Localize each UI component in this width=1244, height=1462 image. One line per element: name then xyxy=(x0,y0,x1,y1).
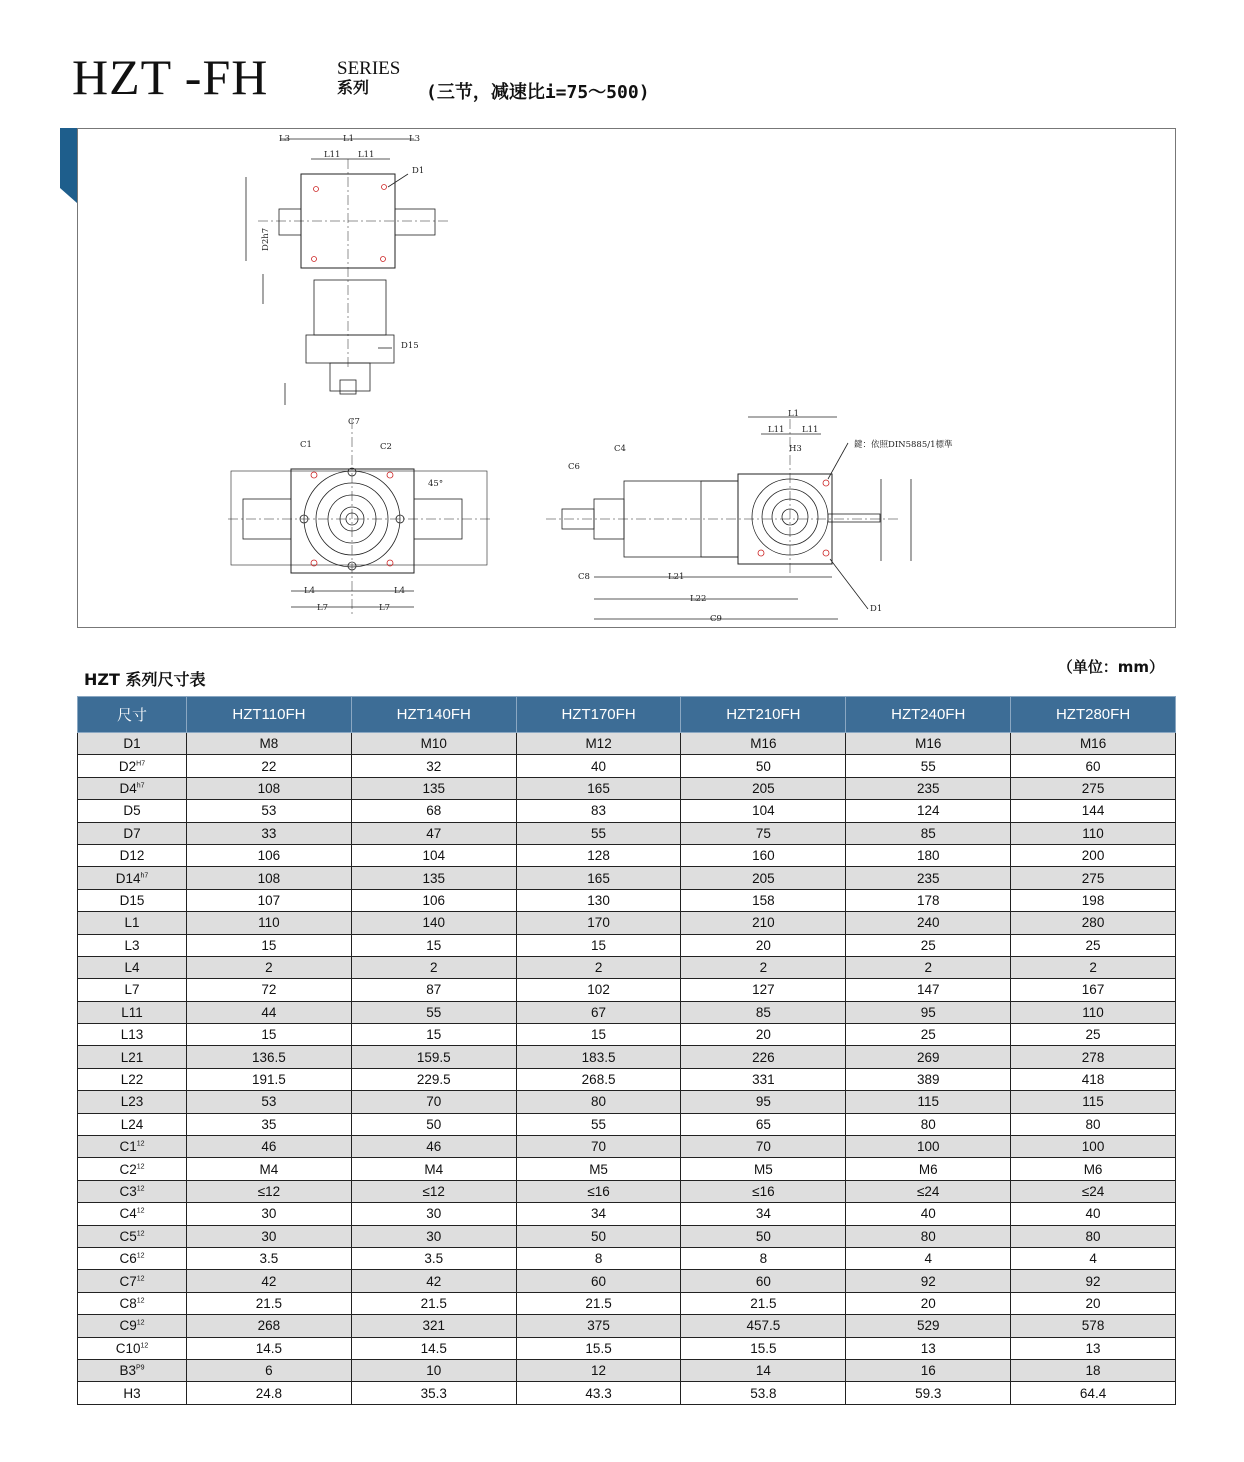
table-header-row xyxy=(78,697,1176,733)
row-label: $B3^{P9}$ xyxy=(78,1359,187,1381)
label-L1: L1 xyxy=(343,134,355,144)
table-cell: 170 xyxy=(516,912,681,934)
table-cell: 15 xyxy=(187,1024,352,1046)
table-cell: 198 xyxy=(1011,889,1176,911)
page-title: HZT -FH xyxy=(72,49,269,105)
label-D1-side: D1 xyxy=(870,604,883,614)
table-cell: 127 xyxy=(681,979,846,1001)
table-cell: 34 xyxy=(516,1203,681,1225)
table-row xyxy=(78,1068,1176,1090)
unit-label: （单位：mm） xyxy=(1057,658,1164,676)
label-C6: C6 xyxy=(568,462,580,472)
header-cell: HZT110FH xyxy=(187,697,352,733)
table-row xyxy=(78,1024,1176,1046)
table-cell: 30 xyxy=(187,1203,352,1225)
table-cell: 59.3 xyxy=(846,1382,1011,1404)
table-row xyxy=(78,777,1176,799)
label-C9: C9 xyxy=(710,614,722,624)
table-cell: 55 xyxy=(351,1001,516,1023)
row-label: L7 xyxy=(78,979,187,1001)
table-cell: 80 xyxy=(846,1225,1011,1247)
table-cell: M12 xyxy=(516,733,681,755)
table-cell: 130 xyxy=(516,889,681,911)
table-cell: M5 xyxy=(681,1158,846,1180)
row-label: L11 xyxy=(78,1001,187,1023)
table-cell: 13 xyxy=(846,1337,1011,1359)
table-cell: 72 xyxy=(187,979,352,1001)
label-key-note: 鍵：依照DIN5885/1標準 xyxy=(854,440,953,450)
table-row xyxy=(78,1247,1176,1269)
label-L7-right: L7 xyxy=(379,603,391,613)
table-cell: 60 xyxy=(1011,755,1176,777)
row-label: L1 xyxy=(78,912,187,934)
label-L4: L4 xyxy=(304,586,316,596)
table-cell: ≤12 xyxy=(187,1180,352,1202)
series-label-en: SERIES xyxy=(337,58,401,79)
table-row xyxy=(78,800,1176,822)
table-cell: 25 xyxy=(1011,934,1176,956)
label-L11: L11 xyxy=(324,150,341,160)
row-label: $C5^{12}$ xyxy=(78,1225,187,1247)
table-cell: 2 xyxy=(187,956,352,978)
table-cell: 107 xyxy=(187,889,352,911)
table-row xyxy=(78,733,1176,755)
table-cell: 268.5 xyxy=(516,1068,681,1090)
table-cell: 375 xyxy=(516,1315,681,1337)
table-cell: 205 xyxy=(681,777,846,799)
table-cell: 13 xyxy=(1011,1337,1176,1359)
label-L22: L22 xyxy=(690,594,707,604)
label-angle: 45° xyxy=(428,479,444,489)
table-row xyxy=(78,1158,1176,1180)
table-cell: 191.5 xyxy=(187,1068,352,1090)
table-cell: 30 xyxy=(351,1203,516,1225)
row-label: D12 xyxy=(78,844,187,866)
table-cell: 104 xyxy=(681,800,846,822)
table-cell: M4 xyxy=(187,1158,352,1180)
table-cell: M16 xyxy=(681,733,846,755)
table-row xyxy=(78,755,1176,777)
table-row xyxy=(78,844,1176,866)
table-cell: 418 xyxy=(1011,1068,1176,1090)
table-cell: 25 xyxy=(846,1024,1011,1046)
row-label: D15 xyxy=(78,889,187,911)
table-cell: 53.8 xyxy=(681,1382,846,1404)
table-cell: 50 xyxy=(681,755,846,777)
table-cell: 331 xyxy=(681,1068,846,1090)
table-cell: 180 xyxy=(846,844,1011,866)
table-row xyxy=(78,934,1176,956)
table-cell: 47 xyxy=(351,822,516,844)
table-cell: 235 xyxy=(846,777,1011,799)
table-cell: 8 xyxy=(516,1247,681,1269)
row-label: $C6^{12}$ xyxy=(78,1247,187,1269)
table-cell: 21.5 xyxy=(681,1292,846,1314)
table-row xyxy=(78,979,1176,1001)
header-cell: 尺寸 xyxy=(78,697,187,733)
top-view xyxy=(246,139,448,405)
table-row xyxy=(78,1382,1176,1404)
table-cell: 457.5 xyxy=(681,1315,846,1337)
table-cell: 529 xyxy=(846,1315,1011,1337)
table-cell: 44 xyxy=(187,1001,352,1023)
table-cell: 10 xyxy=(351,1359,516,1381)
table-cell: 75 xyxy=(681,822,846,844)
row-label: L22 xyxy=(78,1068,187,1090)
table-cell: 50 xyxy=(351,1113,516,1135)
table-cell: 15 xyxy=(516,1024,681,1046)
table-cell: M16 xyxy=(1011,733,1176,755)
table-cell: 275 xyxy=(1011,777,1176,799)
table-cell: 83 xyxy=(516,800,681,822)
table-cell: 70 xyxy=(516,1136,681,1158)
table-cell: 578 xyxy=(1011,1315,1176,1337)
row-label: L4 xyxy=(78,956,187,978)
label-C2: C2 xyxy=(380,442,392,452)
table-cell: 14 xyxy=(681,1359,846,1381)
top-view-labels xyxy=(261,134,424,351)
table-cell: 275 xyxy=(1011,867,1176,889)
row-label: $C9^{12}$ xyxy=(78,1315,187,1337)
table-cell: 21.5 xyxy=(351,1292,516,1314)
label-H3: H3 xyxy=(789,444,802,454)
table-row xyxy=(78,1225,1176,1247)
table-cell: 67 xyxy=(516,1001,681,1023)
table-cell: 33 xyxy=(187,822,352,844)
table-cell: M6 xyxy=(846,1158,1011,1180)
label-L21: L21 xyxy=(668,572,685,582)
table-cell: 95 xyxy=(681,1091,846,1113)
table-cell: 200 xyxy=(1011,844,1176,866)
label-L11-right: L11 xyxy=(358,150,375,160)
table-cell: 147 xyxy=(846,979,1011,1001)
table-cell: 43.3 xyxy=(516,1382,681,1404)
table-cell: 3.5 xyxy=(187,1247,352,1269)
table-cell: 20 xyxy=(1011,1292,1176,1314)
table-cell: 20 xyxy=(681,934,846,956)
table-cell: 20 xyxy=(681,1024,846,1046)
row-label: $C10^{12}$ xyxy=(78,1337,187,1359)
table-cell: 104 xyxy=(351,844,516,866)
table-cell: 115 xyxy=(1011,1091,1176,1113)
table-cell: 165 xyxy=(516,777,681,799)
header-cell: HZT240FH xyxy=(846,697,1011,733)
table-row xyxy=(78,1203,1176,1225)
table-cell: M16 xyxy=(846,733,1011,755)
table-cell: 85 xyxy=(681,1001,846,1023)
table-cell: 135 xyxy=(351,867,516,889)
table-cell: 46 xyxy=(187,1136,352,1158)
table-cell: 80 xyxy=(1011,1225,1176,1247)
table-cell: 65 xyxy=(681,1113,846,1135)
table-row xyxy=(78,956,1176,978)
table-cell: 53 xyxy=(187,800,352,822)
table-cell: ≤12 xyxy=(351,1180,516,1202)
table-cell: 92 xyxy=(846,1270,1011,1292)
table-cell: M8 xyxy=(187,733,352,755)
table-cell: 16 xyxy=(846,1359,1011,1381)
row-label: $C3^{12}$ xyxy=(78,1180,187,1202)
label-D2: D2h7 xyxy=(261,227,271,251)
row-label: D5 xyxy=(78,800,187,822)
table-cell: 165 xyxy=(516,867,681,889)
table-row xyxy=(78,1292,1176,1314)
table-cell: 106 xyxy=(351,889,516,911)
table-cell: 64.4 xyxy=(1011,1382,1176,1404)
table-cell: 40 xyxy=(1011,1203,1176,1225)
table-cell: 280 xyxy=(1011,912,1176,934)
table-cell: 25 xyxy=(846,934,1011,956)
label-L4-right: L4 xyxy=(394,586,406,596)
label-D1: D1 xyxy=(412,166,425,176)
table-cell: 229.5 xyxy=(351,1068,516,1090)
table-cell: 128 xyxy=(516,844,681,866)
table-cell: 32 xyxy=(351,755,516,777)
table-cell: 3.5 xyxy=(351,1247,516,1269)
table-row xyxy=(78,1001,1176,1023)
table-cell: 15.5 xyxy=(681,1337,846,1359)
front-view-labels xyxy=(300,417,443,613)
table-cell: 95 xyxy=(846,1001,1011,1023)
table-cell: 35.3 xyxy=(351,1382,516,1404)
row-label: $C2^{12}$ xyxy=(78,1158,187,1180)
row-label: H3 xyxy=(78,1382,187,1404)
table-cell: 178 xyxy=(846,889,1011,911)
table-cell: 21.5 xyxy=(516,1292,681,1314)
table-row xyxy=(78,867,1176,889)
row-label: D1 xyxy=(78,733,187,755)
table-cell: 167 xyxy=(1011,979,1176,1001)
table-cell: 53 xyxy=(187,1091,352,1113)
table-cell: ≤16 xyxy=(516,1180,681,1202)
table-cell: 15 xyxy=(516,934,681,956)
table-cell: 80 xyxy=(846,1113,1011,1135)
table-cell: 2 xyxy=(846,956,1011,978)
row-label: $D4^{h7}$ xyxy=(78,777,187,799)
table-row xyxy=(78,1113,1176,1135)
table-cell: 42 xyxy=(187,1270,352,1292)
table-cell: 12 xyxy=(516,1359,681,1381)
table-cell: 321 xyxy=(351,1315,516,1337)
header-cell: HZT280FH xyxy=(1011,697,1176,733)
table-cell: 24.8 xyxy=(187,1382,352,1404)
table-cell: 160 xyxy=(681,844,846,866)
table-cell: 110 xyxy=(1011,822,1176,844)
table-cell: 140 xyxy=(351,912,516,934)
row-label: L13 xyxy=(78,1024,187,1046)
ratio-subtitle: (三节，减速比i=75～500) xyxy=(426,82,650,103)
table-cell: 15 xyxy=(351,1024,516,1046)
label-D15: D15 xyxy=(401,341,419,351)
table-row xyxy=(78,822,1176,844)
table-cell: 42 xyxy=(351,1270,516,1292)
table-row xyxy=(78,1270,1176,1292)
row-label: $D14^{h7}$ xyxy=(78,867,187,889)
table-cell: 6 xyxy=(187,1359,352,1381)
label-C7: C7 xyxy=(348,417,360,427)
series-label-cn: 系列 xyxy=(337,78,370,97)
table-cell: 110 xyxy=(187,912,352,934)
table-cell: 8 xyxy=(681,1247,846,1269)
table-cell: 34 xyxy=(681,1203,846,1225)
table-cell: 205 xyxy=(681,867,846,889)
table-cell: 70 xyxy=(681,1136,846,1158)
row-label: D7 xyxy=(78,822,187,844)
label-C4: C4 xyxy=(614,444,626,454)
table-cell: 18 xyxy=(1011,1359,1176,1381)
table-cell: 269 xyxy=(846,1046,1011,1068)
table-cell: 159.5 xyxy=(351,1046,516,1068)
table-cell: M5 xyxy=(516,1158,681,1180)
table-cell: 20 xyxy=(846,1292,1011,1314)
row-label: L3 xyxy=(78,934,187,956)
table-cell: 87 xyxy=(351,979,516,1001)
table-cell: 25 xyxy=(1011,1024,1176,1046)
table-cell: M4 xyxy=(351,1158,516,1180)
technical-drawing xyxy=(78,129,1175,627)
table-cell: 106 xyxy=(187,844,352,866)
table-cell: 14.5 xyxy=(351,1337,516,1359)
label-L1-side: L1 xyxy=(788,409,800,419)
table-cell: 50 xyxy=(516,1225,681,1247)
table-cell: 50 xyxy=(681,1225,846,1247)
table-cell: 55 xyxy=(516,1113,681,1135)
row-label: $D2^{H7}$ xyxy=(78,755,187,777)
table-cell: 22 xyxy=(187,755,352,777)
dimension-table xyxy=(77,696,1176,1405)
table-cell: 2 xyxy=(1011,956,1176,978)
front-view xyxy=(228,419,490,614)
table-cell: 210 xyxy=(681,912,846,934)
table-cell: 115 xyxy=(846,1091,1011,1113)
table-cell: 2 xyxy=(681,956,846,978)
table-cell: 124 xyxy=(846,800,1011,822)
table-cell: 2 xyxy=(351,956,516,978)
section-tab-marker xyxy=(60,128,77,203)
table-cell: 100 xyxy=(846,1136,1011,1158)
table-cell: 158 xyxy=(681,889,846,911)
table-cell: 136.5 xyxy=(187,1046,352,1068)
table-cell: 15 xyxy=(187,934,352,956)
table-title: HZT 系列尺寸表 xyxy=(84,670,206,689)
header-cell: HZT170FH xyxy=(516,697,681,733)
row-label: $C8^{12}$ xyxy=(78,1292,187,1314)
table-cell: 80 xyxy=(516,1091,681,1113)
label-L11-side-right: L11 xyxy=(802,425,819,435)
table-cell: 46 xyxy=(351,1136,516,1158)
table-cell: 268 xyxy=(187,1315,352,1337)
table-cell: ≤24 xyxy=(1011,1180,1176,1202)
header-cell: HZT140FH xyxy=(351,697,516,733)
table-cell: 102 xyxy=(516,979,681,1001)
table-row xyxy=(78,1180,1176,1202)
row-label: L23 xyxy=(78,1091,187,1113)
row-label: $C1^{12}$ xyxy=(78,1136,187,1158)
row-label: L21 xyxy=(78,1046,187,1068)
table-cell: 40 xyxy=(846,1203,1011,1225)
table-row xyxy=(78,1046,1176,1068)
table-row xyxy=(78,1136,1176,1158)
side-view-labels xyxy=(568,409,953,624)
table-cell: 15 xyxy=(351,934,516,956)
table-cell: ≤24 xyxy=(846,1180,1011,1202)
table-row xyxy=(78,1315,1176,1337)
table-cell: 226 xyxy=(681,1046,846,1068)
table-cell: 60 xyxy=(681,1270,846,1292)
row-label: $C4^{12}$ xyxy=(78,1203,187,1225)
table-cell: 110 xyxy=(1011,1001,1176,1023)
table-cell: 389 xyxy=(846,1068,1011,1090)
table-cell: 240 xyxy=(846,912,1011,934)
table-cell: 40 xyxy=(516,755,681,777)
table-cell: 92 xyxy=(1011,1270,1176,1292)
table-row xyxy=(78,1337,1176,1359)
table-cell: 144 xyxy=(1011,800,1176,822)
header-cell: HZT210FH xyxy=(681,697,846,733)
row-label: L24 xyxy=(78,1113,187,1135)
table-cell: M10 xyxy=(351,733,516,755)
label-L7: L7 xyxy=(317,603,329,613)
table-cell: 60 xyxy=(516,1270,681,1292)
label-L11-side: L11 xyxy=(768,425,785,435)
table-cell: 235 xyxy=(846,867,1011,889)
table-cell: 15.5 xyxy=(516,1337,681,1359)
table-cell: 68 xyxy=(351,800,516,822)
label-C8: C8 xyxy=(578,572,590,582)
table-cell: 35 xyxy=(187,1113,352,1135)
label-C1: C1 xyxy=(300,440,312,450)
table-cell: ≤16 xyxy=(681,1180,846,1202)
row-label: $C7^{12}$ xyxy=(78,1270,187,1292)
table-cell: 80 xyxy=(1011,1113,1176,1135)
table-row xyxy=(78,1091,1176,1113)
table-cell: 100 xyxy=(1011,1136,1176,1158)
table-cell: 30 xyxy=(187,1225,352,1247)
table-cell: 108 xyxy=(187,777,352,799)
table-cell: 30 xyxy=(351,1225,516,1247)
table-cell: 21.5 xyxy=(187,1292,352,1314)
table-cell: 55 xyxy=(516,822,681,844)
table-cell: 2 xyxy=(516,956,681,978)
label-L3-right: L3 xyxy=(409,134,421,144)
table-cell: 14.5 xyxy=(187,1337,352,1359)
table-row xyxy=(78,912,1176,934)
table-cell: 4 xyxy=(846,1247,1011,1269)
table-cell: 183.5 xyxy=(516,1046,681,1068)
table-cell: 85 xyxy=(846,822,1011,844)
table-row xyxy=(78,889,1176,911)
table-cell: 135 xyxy=(351,777,516,799)
table-cell: 108 xyxy=(187,867,352,889)
table-cell: 4 xyxy=(1011,1247,1176,1269)
table-cell: 278 xyxy=(1011,1046,1176,1068)
technical-drawing-panel xyxy=(77,128,1176,628)
table-cell: 55 xyxy=(846,755,1011,777)
table-row xyxy=(78,1359,1176,1381)
table-body xyxy=(78,733,1176,1405)
table-cell: M6 xyxy=(1011,1158,1176,1180)
table-cell: 70 xyxy=(351,1091,516,1113)
label-L3: L3 xyxy=(279,134,291,144)
